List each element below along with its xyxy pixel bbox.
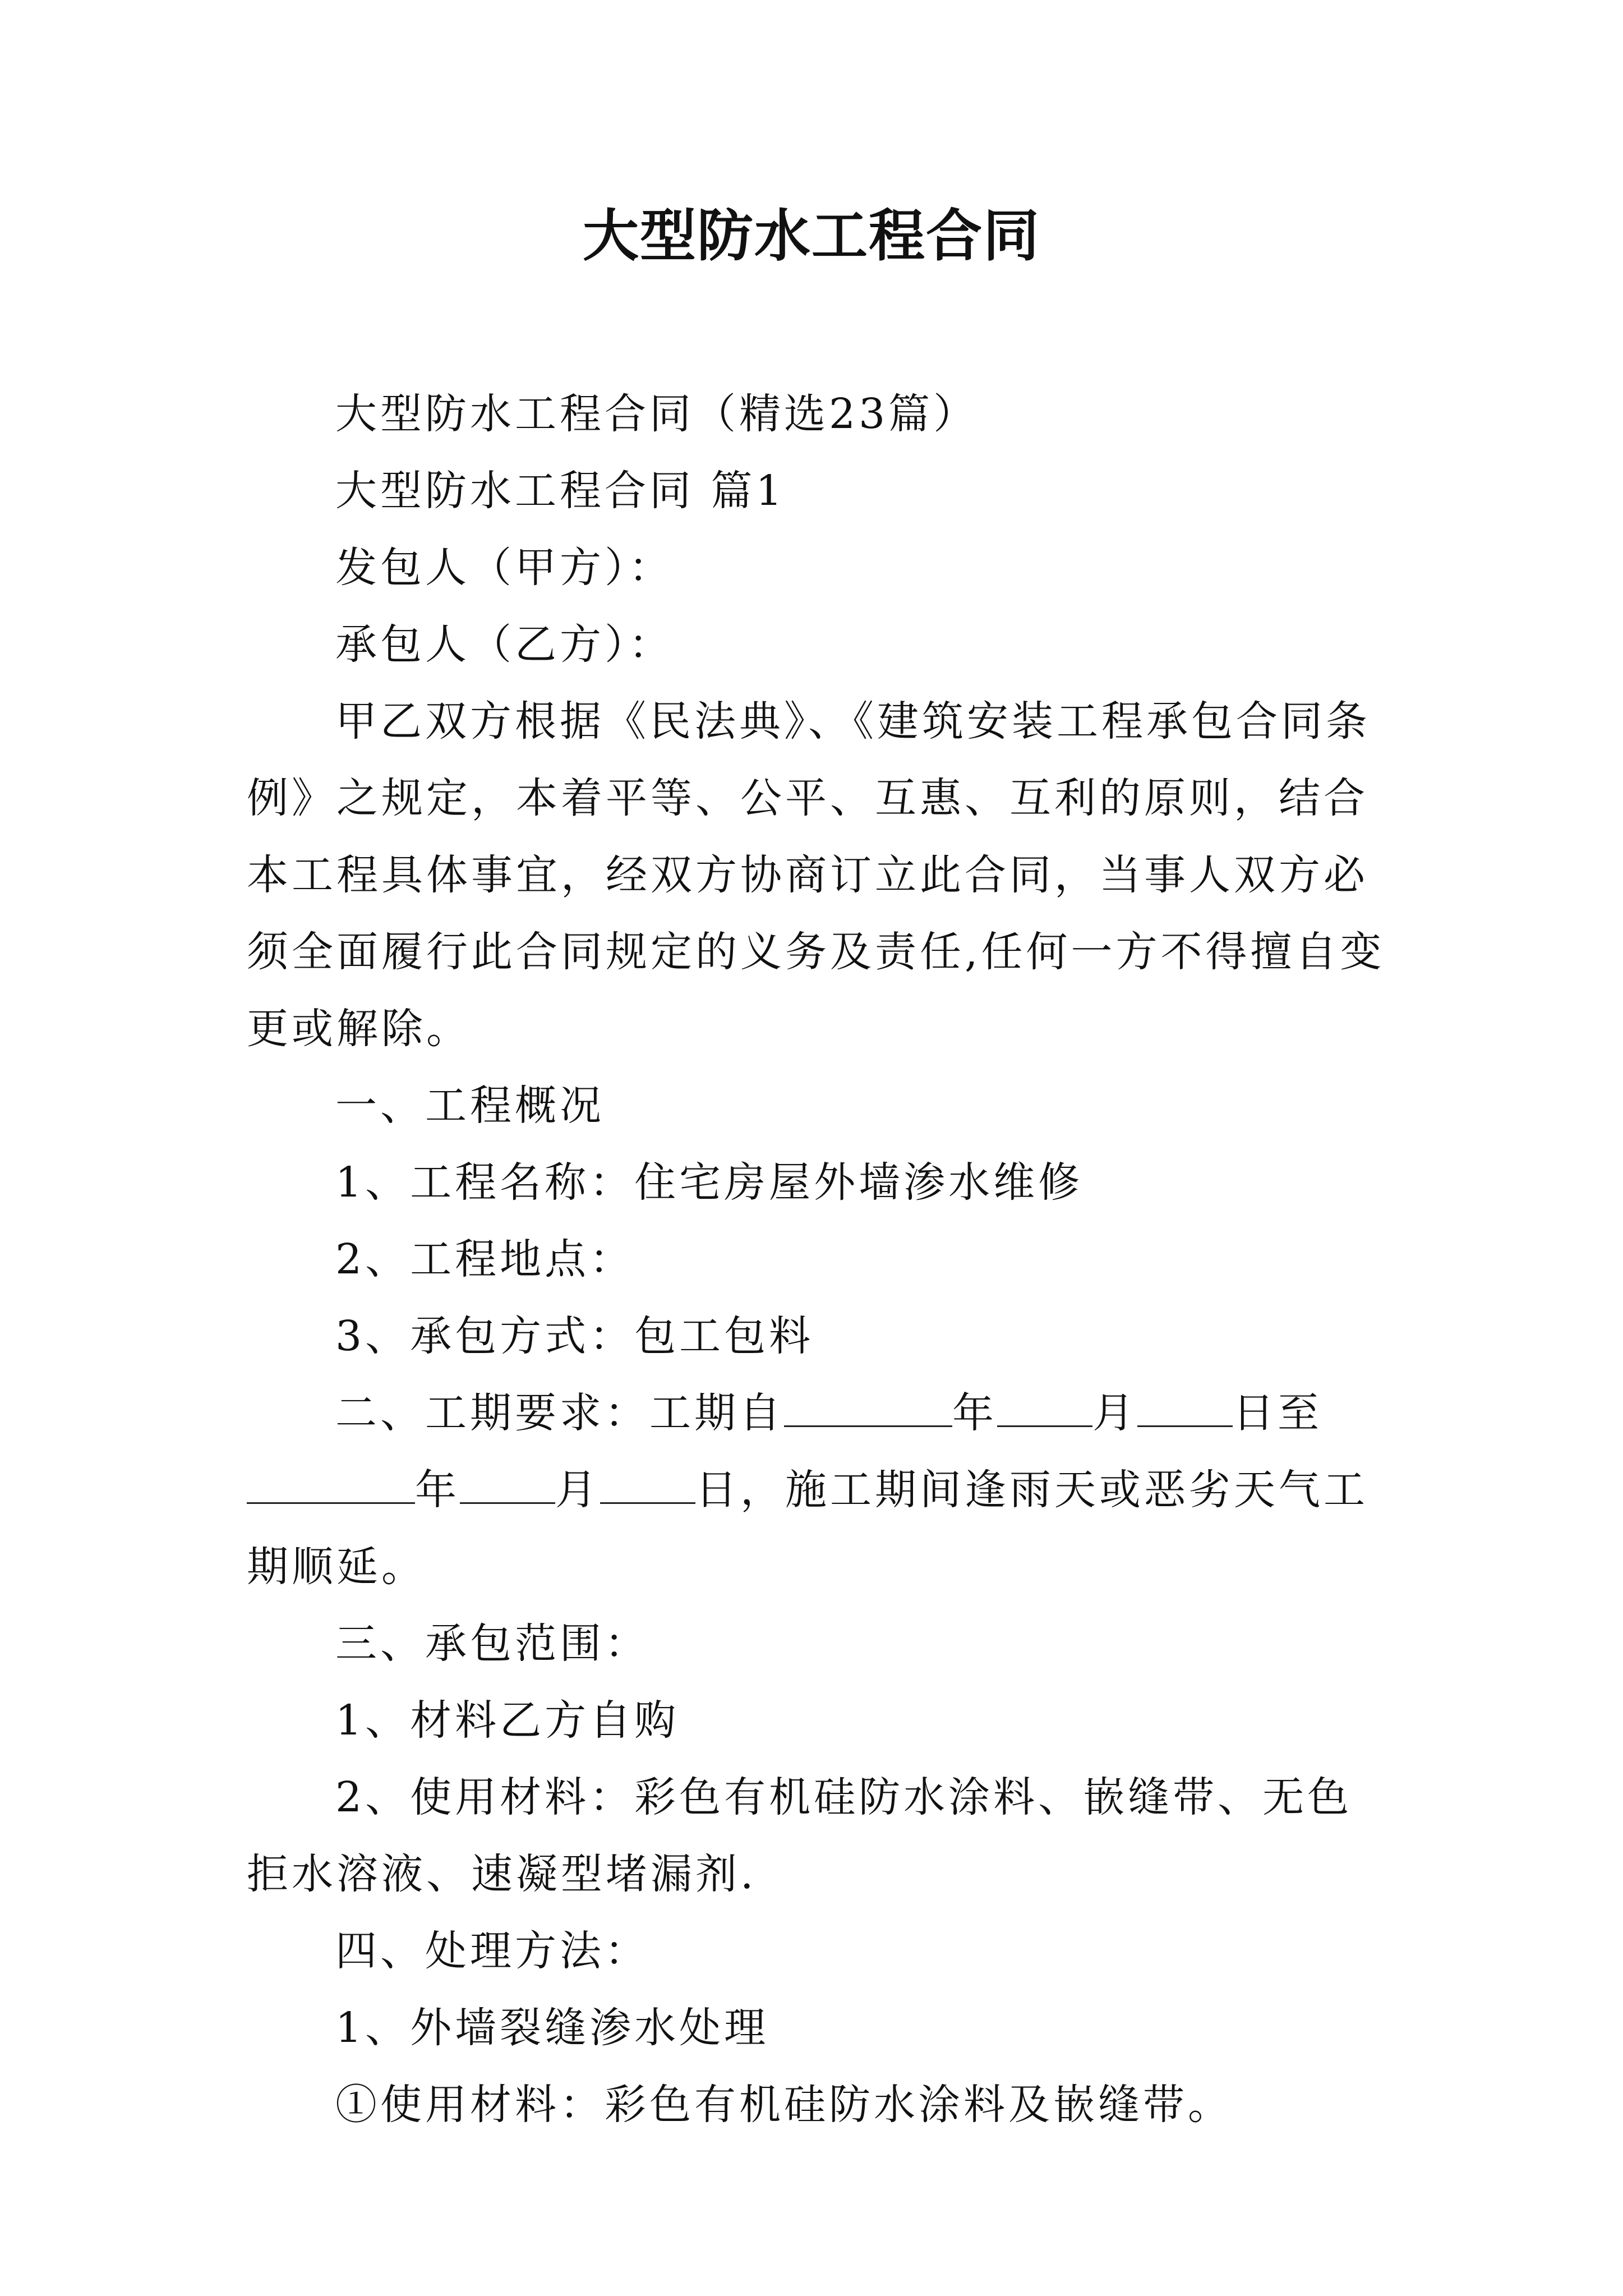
blank-start-month xyxy=(997,1392,1092,1427)
section-4-item-1: 1、外墙裂缝渗水处理 xyxy=(335,2004,769,2052)
blank-start-year xyxy=(784,1392,952,1427)
section-1-item-1: 1、工程名称：住宅房屋外墙渗水维修 xyxy=(335,1158,1083,1207)
schedule-day-to-label: 日至 xyxy=(1233,1389,1322,1437)
schedule-end-year-label: 年 xyxy=(415,1466,460,1514)
document-title: 大型防水工程合同 xyxy=(583,203,1040,269)
section-1-heading: 一、工程概况 xyxy=(335,1082,605,1130)
section-1-item-3: 3、承包方式：包工包料 xyxy=(335,1312,814,1360)
blank-end-month xyxy=(460,1469,555,1504)
schedule-month-label: 月 xyxy=(1092,1389,1137,1437)
section-4-item-1-sub-1: ①使用材料：彩色有机硅防水涂料及嵌缝带。 xyxy=(335,2081,1233,2129)
schedule-end-month-label: 月 xyxy=(555,1466,600,1514)
section-2-schedule xyxy=(247,1375,1385,1605)
document-subtitle: 大型防水工程合同（精选23篇） xyxy=(335,390,979,438)
party-a-line: 发包人（甲方）： xyxy=(335,544,674,592)
schedule-year-label: 年 xyxy=(952,1389,997,1437)
schedule-suffix: 日，施工期间逢雨天或恶劣天气工期顺延。 xyxy=(247,1466,1368,1591)
schedule-prefix: 二、工期要求：工期自 xyxy=(335,1389,784,1437)
section-3-item-1: 1、材料乙方自购 xyxy=(335,1696,680,1745)
section-heading: 大型防水工程合同 篇1 xyxy=(335,467,786,515)
section-3-item-2: 2、使用材料：彩色有机硅防水涂料、嵌缝带、无色拒水溶液、速凝型堵漏剂. xyxy=(247,1773,1353,1898)
party-b-line: 承包人（乙方）： xyxy=(335,620,674,669)
blank-end-year xyxy=(247,1469,415,1504)
section-4-heading: 四、处理方法： xyxy=(335,1927,649,1975)
blank-end-day xyxy=(600,1469,695,1504)
blank-start-day xyxy=(1137,1392,1233,1427)
preamble-paragraph: 甲乙双方根据《民法典》、《建筑安装工程承包合同条例》之规定，本着平等、公平、互惠、互利的原则，结合本工程具体事宜，经双方协商订立此合同，当事人双方必须全面履行此合同规定的义务及责任,任何一方不得擅自变更或解除。 xyxy=(247,697,1385,1053)
section-3-heading: 三、承包范围： xyxy=(335,1619,649,1668)
document-body xyxy=(247,376,1385,2143)
section-1-item-2: 2、工程地点： xyxy=(335,1235,635,1283)
